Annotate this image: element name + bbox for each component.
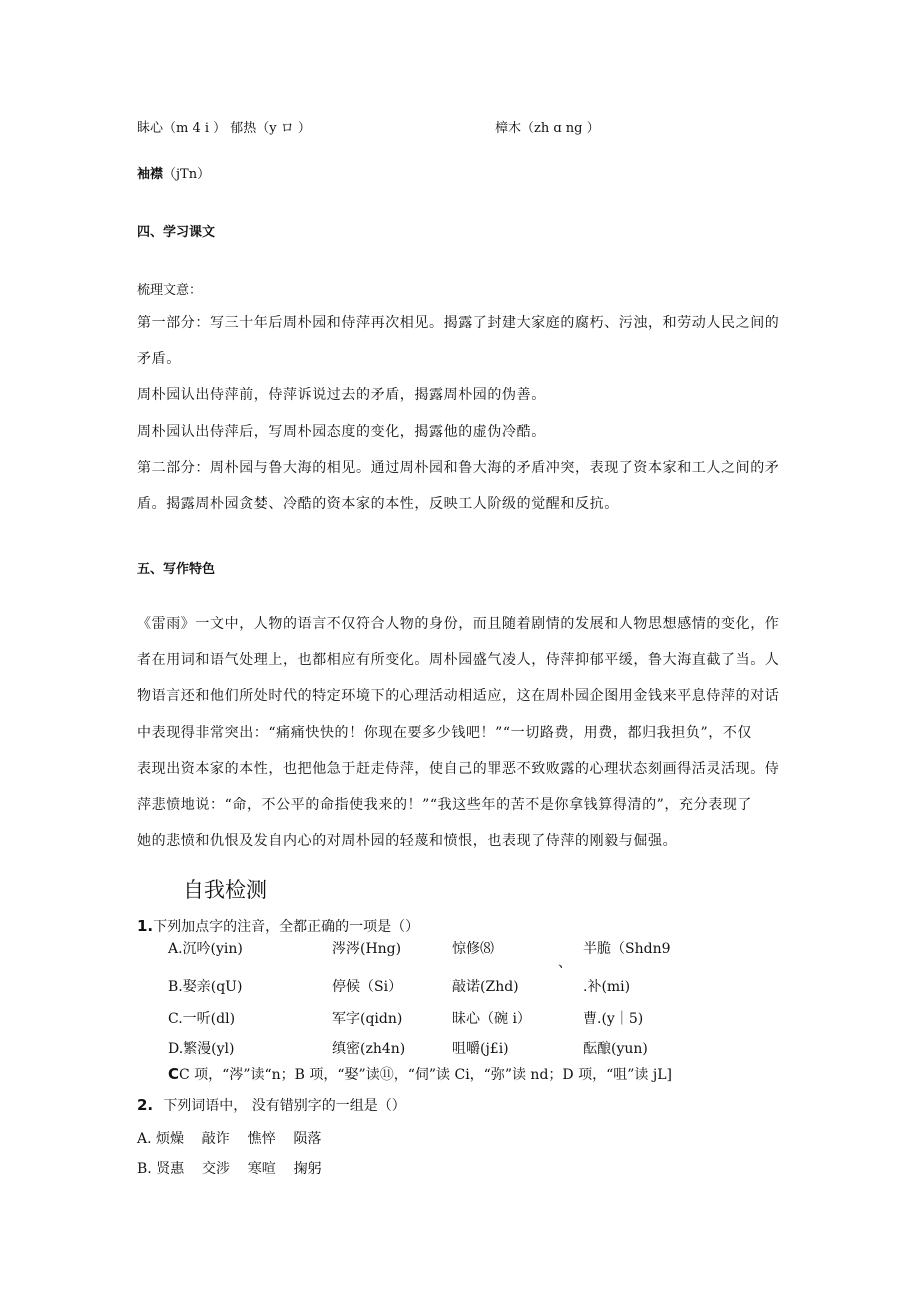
section4-line: 矛盾。 xyxy=(137,351,181,368)
section5-line: 表现出资本家的本性，也把他急于赶走侍萍，使自己的罪恶不致败露的心理状态刻画得活灵活现。侍 xyxy=(137,760,780,777)
section5-line: 物语言还和他们所处时代的特定环境下的心理活动相适应，这在周朴园企图用金钱来平息侍萍的对话 xyxy=(137,688,780,705)
pinyin-reading: （jTn） xyxy=(163,167,211,182)
q1-option: 惊修⑻ xyxy=(452,941,494,957)
q1-option: 酝酿(yun) xyxy=(583,1041,648,1057)
q2-option: A. 烦燥 敲诈 憔悴 陨落 xyxy=(137,1131,322,1147)
q1-option: 涔涔(Hng) xyxy=(332,941,402,957)
q1-option: 昧心（碗 i） xyxy=(452,1011,531,1027)
question-stem: 下列加点字的注音，全都正确的一项是（） xyxy=(153,919,420,935)
q1-option: 军字(qidn) xyxy=(332,1011,403,1027)
section4-body xyxy=(137,305,785,522)
answer-text: C 项，“涔”读“n；B 项，“娶”读⑪，“伺”读 Ci，“弥”读 nd；D 项，“咀”读 jL] xyxy=(179,1067,672,1083)
section5-body xyxy=(137,606,785,859)
q1-option: B.娶亲(qU) xyxy=(168,979,243,995)
pinyin-line-2 xyxy=(137,163,210,182)
question-1 xyxy=(137,916,419,936)
q1-option: D.繁漫(yl) xyxy=(168,1041,235,1057)
q1-option: C.一听(dl) xyxy=(168,1011,236,1027)
pinyin-word: 袖襟 xyxy=(137,167,164,182)
section4-line: 第一部分：写三十年后周朴园和侍萍再次相见。揭露了封建大家庭的腐朽、污浊，和劳动人民之间的 xyxy=(137,315,780,331)
q1-option: .补(mi) xyxy=(583,979,631,995)
answer-lead: C xyxy=(168,1065,180,1083)
pinyin-line-1a: 眛心（m 4 i ） 郁热（y ロ ） xyxy=(137,121,311,136)
q1-answer xyxy=(168,1064,672,1084)
question-number: 1. xyxy=(137,917,154,935)
question-number: 2. xyxy=(137,1096,154,1114)
q1-option: 停候（Si） xyxy=(332,979,403,995)
stray-mark: 、 xyxy=(558,955,572,971)
section4-line: 周朴园认出侍萍后，写周朴园态度的变化，揭露他的虚伪冷酷。 xyxy=(137,423,546,440)
section4-intro: 梳理文意： xyxy=(137,283,203,298)
q1-option: 咀嚼(j£i) xyxy=(452,1041,509,1057)
section4-line: 盾。揭露周朴园贪婪、冷酷的资本家的本性，反映工人阶级的觉醒和反抗。 xyxy=(137,496,619,513)
section5-line: 她的悲愤和仇恨及发自内心的对周朴园的轻蔑和愤恨，也表现了侍萍的刚毅与倔强。 xyxy=(137,833,678,850)
self-check-heading: 自我检测 xyxy=(183,878,267,902)
section5-line: 萍悲愤地说：“命，不公平的命指使我来的！”“我这些年的苦不是你拿钱算得清的”，充分表现了 xyxy=(137,797,753,814)
pinyin-line-1b: 樟木（zh ɑ ng ） xyxy=(495,121,600,136)
section5-line: 《雷雨》一文中，人物的语言不仅符合人物的身份，而且随着剧情的发展和人物思想感情的变化，作 xyxy=(137,616,780,632)
q1-option: 缜密(zh4n) xyxy=(332,1041,406,1057)
section5-line: 中表现得非常突出：“痛痛快快的！你现在要多少钱吧！”“一切路费，用费，都归我担负”，不仅 xyxy=(137,724,753,741)
question-2 xyxy=(137,1095,406,1115)
q1-option: 半脆（Shdn9 xyxy=(583,941,671,957)
q1-option: 曹.(y｜5) xyxy=(583,1011,644,1027)
question-stem: 下列词语中， 没有错别字的一组是（） xyxy=(163,1098,406,1114)
q2-option: B. 贤惠 交涉 寒喧 掬躬 xyxy=(137,1161,322,1177)
q1-option: A.沉吟(yin) xyxy=(168,941,243,957)
section4-line: 第二部分：周朴园与鲁大海的相见。通过周朴园和鲁大海的矛盾冲突，表现了资本家和工人之间的矛 xyxy=(137,459,780,476)
section5-heading: 五、写作特色 xyxy=(137,562,216,577)
section4-line: 周朴园认出侍萍前，侍萍诉说过去的矛盾，揭露周朴园的伪善。 xyxy=(137,387,546,404)
section5-line: 者在用词和语气处理上，也都相应有所变化。周朴园盛气凌人，侍萍抑郁平缓，鲁大海直截了当。人 xyxy=(137,652,780,669)
q1-option: 敲诺(Zhd) xyxy=(452,979,519,995)
section4-heading: 四、学习课文 xyxy=(137,225,216,240)
